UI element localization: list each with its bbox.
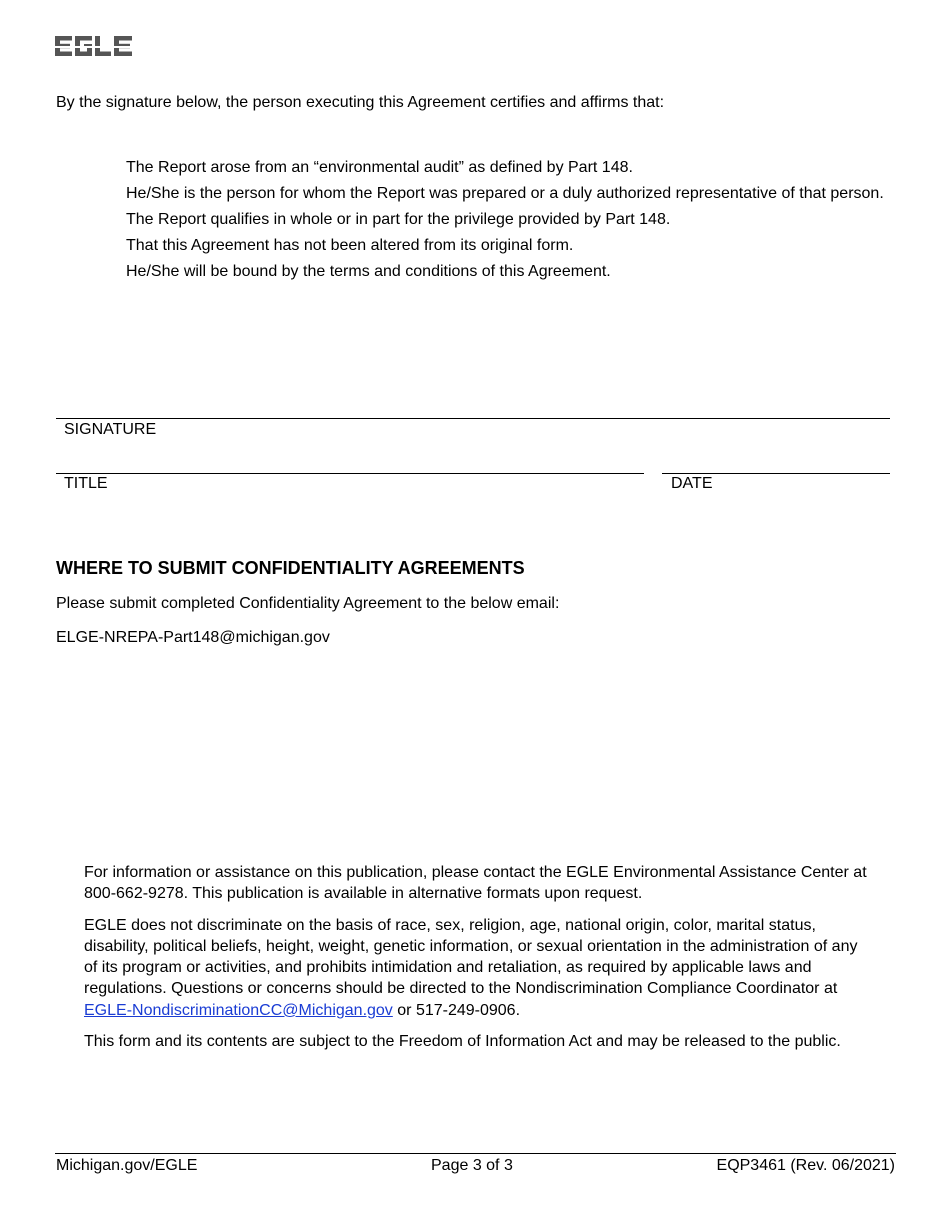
title-label: TITLE	[64, 475, 108, 492]
title-line[interactable]	[56, 473, 644, 474]
assistance-notice: For information or assistance on this publication, please contact the EGLE Environmental Assistance Center at 800-662-9278. This publication is available in alternative formats upon request.	[84, 864, 867, 903]
date-label: DATE	[671, 475, 713, 492]
signature-line[interactable]	[56, 418, 890, 419]
certification-item: He/She will be bound by the terms and conditions of this Agreement.	[126, 263, 611, 280]
footer-form-id: EQP3461 (Rev. 06/2021)	[716, 1157, 895, 1174]
nondiscrimination-text: EGLE does not discriminate on the basis of race, sex, religion, age, national origin, color, marital status, disability, political beliefs, height, weight, genetic information, or sexual orientation in the administration of any of its program or activities, and prohibits intimidation and retaliation, as required by applicable laws and regulations. Questions or concerns should be directed to the Nondiscrimination Compliance Coordinator at	[84, 916, 858, 998]
footer-website: Michigan.gov/EGLE	[56, 1157, 198, 1174]
footer-divider	[55, 1153, 896, 1154]
egle-logo-mark	[55, 33, 135, 59]
submit-heading: WHERE TO SUBMIT CONFIDENTIALITY AGREEMENTS	[56, 558, 525, 578]
publication-notice	[84, 862, 874, 1062]
submit-instruction: Please submit completed Confidentiality Agreement to the below email:	[56, 595, 560, 612]
nondiscrimination-notice	[84, 915, 874, 1021]
certification-item: He/She is the person for whom the Report was prepared or a duly authorized representative of that person.	[126, 185, 884, 202]
certification-item: That this Agreement has not been altered from its original form.	[126, 237, 574, 254]
nondiscrimination-phone: or 517-249-0906.	[397, 1001, 521, 1019]
nondiscrimination-email-link[interactable]: EGLE-NondiscriminationCC@Michigan.gov	[84, 1001, 393, 1019]
signature-label: SIGNATURE	[64, 421, 157, 438]
submit-email: ELGE-NREPA-Part148@michigan.gov	[56, 629, 330, 646]
certification-list	[126, 158, 886, 288]
footer-page-number: Page 3 of 3	[431, 1157, 513, 1174]
foia-notice: This form and its contents are subject to the Freedom of Information Act and may be released to the public.	[84, 1033, 841, 1051]
certification-item: The Report qualifies in whole or in part for the privilege provided by Part 148.	[126, 211, 671, 228]
certification-item: The Report arose from an “environmental audit” as defined by Part 148.	[126, 159, 633, 176]
certification-intro: By the signature below, the person executing this Agreement certifies and affirms that:	[56, 94, 665, 111]
egle-logo	[55, 33, 135, 59]
